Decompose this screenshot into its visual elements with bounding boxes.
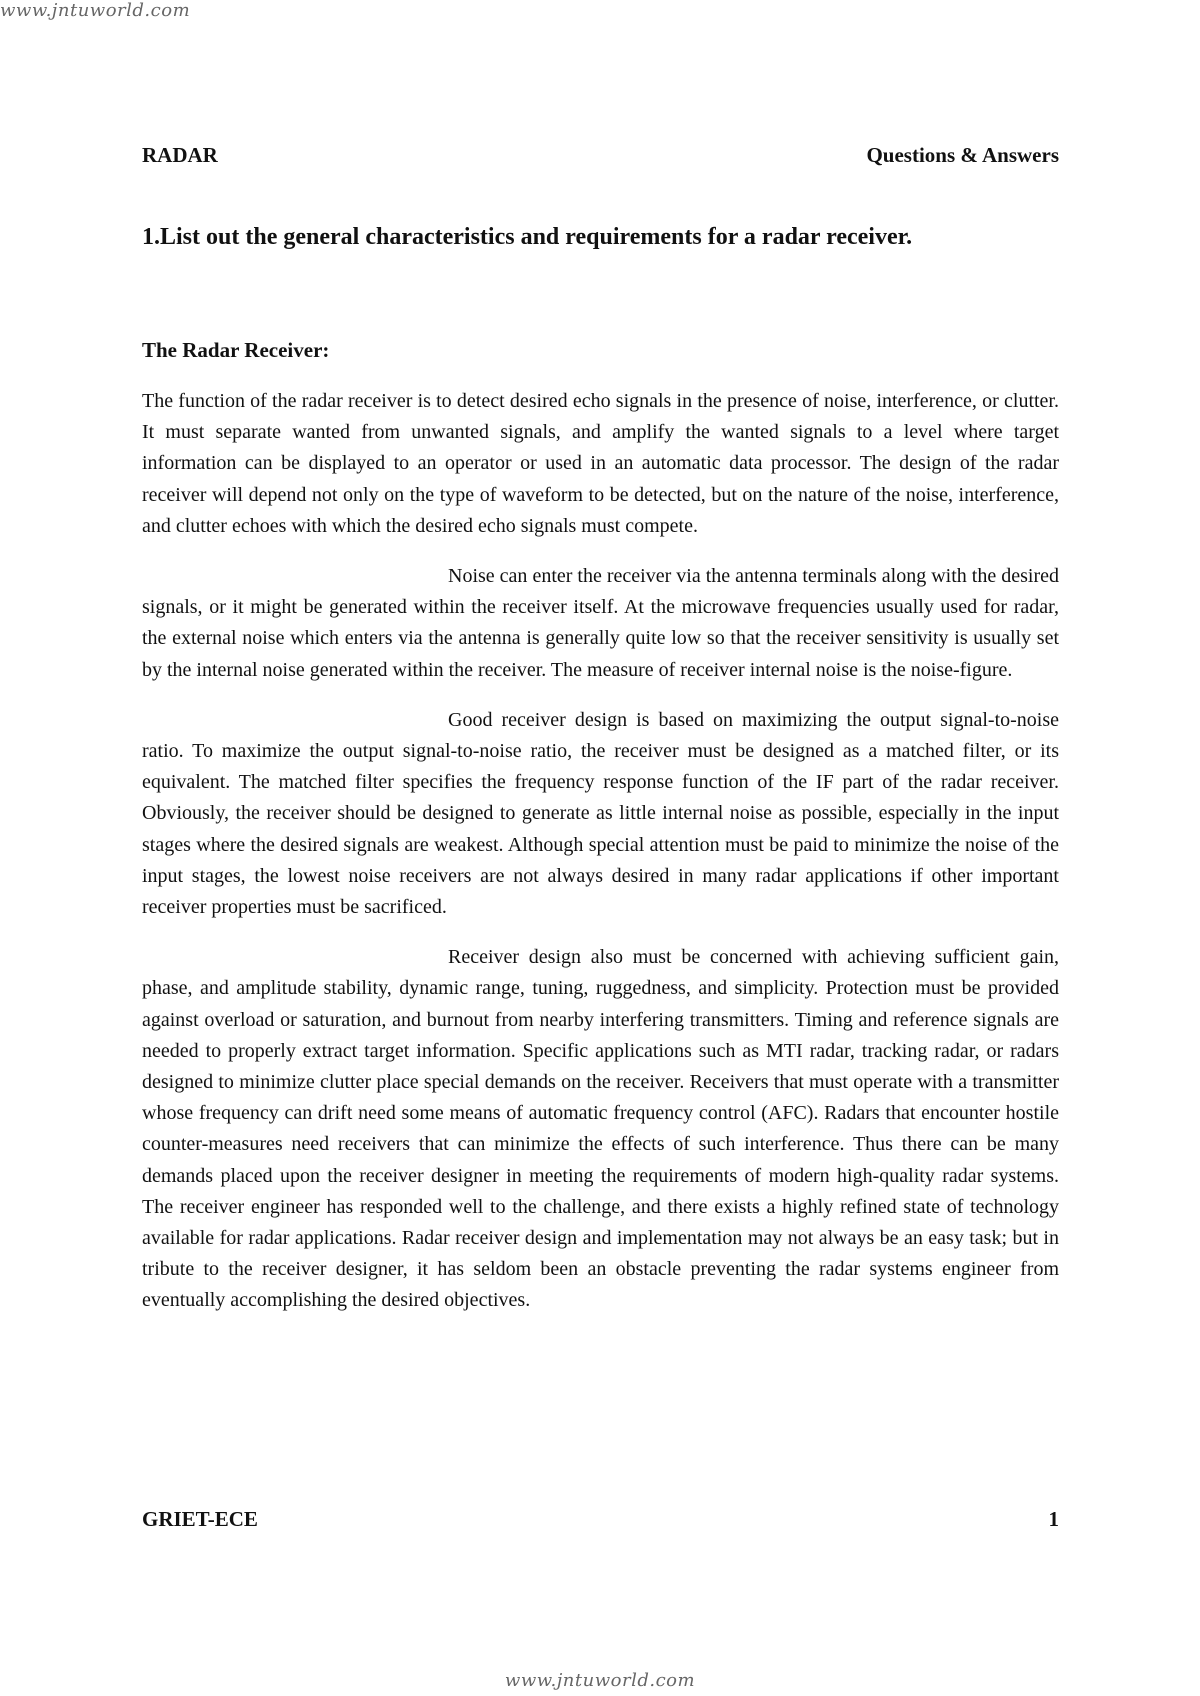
watermark-bottom: www.jntuworld.com xyxy=(504,1670,696,1691)
page-number: 1 xyxy=(1048,1507,1059,1531)
watermark-top: www.jntuworld.com xyxy=(0,0,191,21)
header-subject: RADAR xyxy=(142,143,218,167)
paragraph: Receiver design also must be concerned with achieving sufficient gain, phase, and amplitude stability, dynamic range, tuning, ruggedness, and simplicity. Protection must be provided against overload or saturation, and burnout from nearby interfering transmitters. Timing and reference signals are needed to properly extract target information. Specific applications such as MTI radar, tracking radar, or radars designed to minimize clutter place special demands on the receiver. Receivers that must operate with a transmitter whose frequency can drift need some means of automatic frequency control (AFC). Radars that encounter hostile counter-measures need receivers that can minimize the effects of such interference. Thus there can be many demands placed upon the receiver designer in meeting the requirements of modern high-quality radar systems. The receiver engineer has responded well to the challenge, and there exists a highly refined state of technology available for radar applications. Radar receiver design and implementation may not always be an easy task; but in tribute to the receiver designer, it has seldom been an obstacle preventing the radar systems engineer from eventually accomplishing the desired objectives. xyxy=(142,946,1059,1312)
answer-body xyxy=(142,386,1059,1336)
paragraph: Noise can enter the receiver via the antenna terminals along with the desired signals, or it might be generated within the receiver itself. At the microwave frequencies usually used for radar, the external noise which enters via the antenna is generally quite low so that the receiver sensitivity is usually set by the internal noise generated within the receiver. The measure of receiver internal noise is the noise-figure. xyxy=(142,565,1059,681)
question-heading: 1.List out the general characteristics and requirements for a radar receiver. xyxy=(142,224,913,250)
section-title: The Radar Receiver: xyxy=(142,338,330,362)
paragraph: The function of the radar receiver is to detect desired echo signals in the presence of noise, interference, or clutter. It must separate wanted from unwanted signals, and amplify the wanted signals to a level where target information can be displayed to an operator or used in an automatic data processor. The design of the radar receiver will depend not only on the type of waveform to be detected, but on the nature of the noise, interference, and clutter echoes with which the desired echo signals must compete. xyxy=(142,390,1059,537)
footer-department: GRIET-ECE xyxy=(142,1507,258,1531)
header-doc-type: Questions & Answers xyxy=(866,143,1059,167)
page-header xyxy=(142,143,1059,168)
paragraph: Good receiver design is based on maximizing the output signal-to-noise ratio. To maximize the output signal-to-noise ratio, the receiver must be designed as a matched filter, or its equivalent. The matched filter specifies the frequency response function of the IF part of the radar receiver. Obviously, the receiver should be designed to generate as little internal noise as possible, especially in the input stages where the desired signals are weakest. Although special attention must be paid to minimize the noise of the input stages, the lowest noise receivers are not always desired in many radar applications if other important receiver properties must be sacrificed. xyxy=(142,708,1059,919)
page-footer xyxy=(142,1507,1059,1532)
